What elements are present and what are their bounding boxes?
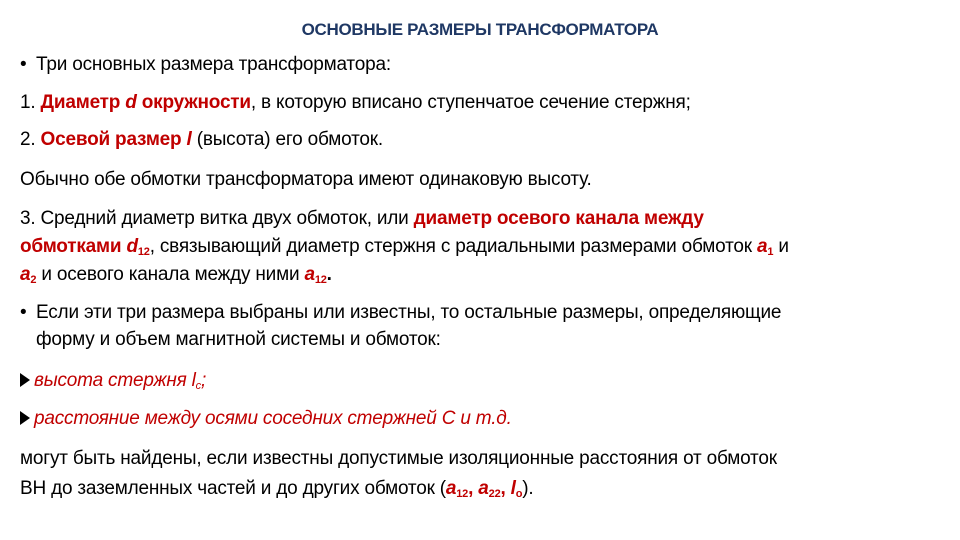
item-mean-diameter-line1: 3. Средний диаметр витка двух обмоток, или диаметр осевого канала между <box>20 208 704 229</box>
item-mean-diameter-line2: обмотками $d_{12}$, связывающий диаметр стержня с радиальными размерами обмоток $a_1$ и <box>20 236 789 258</box>
arrow-bullet-icon <box>20 411 30 425</box>
bullet-three-sizes: • Три основных размера трансформатора: <box>20 54 391 75</box>
note-height: Обычно обе обмотки трансформатора имеют одинаковую высоту. <box>20 169 592 190</box>
item-axial-size: 2. Осевой размер l (высота) его обмоток. <box>20 129 383 150</box>
bullet-dot-icon: • <box>20 302 27 323</box>
arrow-item-axis-distance: расстояние между осями соседних стержней С и т.д. <box>20 406 940 431</box>
final-line2: ВН до заземленных частей и до других обмоток ($a_{12}$, $a_{22}$, $l_o$). <box>20 478 534 500</box>
bullet-dot-icon: • <box>20 54 27 75</box>
slide-title: ОСНОВНЫЕ РАЗМЕРЫ ТРАНСФОРМАТОРА <box>301 20 659 39</box>
arrow-bullet-icon <box>20 373 30 387</box>
item-diameter: 1. Диаметр d окружности, в которую вписано ступенчатое сечение стержня; <box>20 92 691 113</box>
final-line1: могут быть найдены, если известны допустимые изоляционные расстояния от обмоток <box>20 448 777 469</box>
item-mean-diameter-line3: $a_2$ и осевого канала между ними $a_{12}$. <box>20 264 332 286</box>
arrow-item-core-height: высота стержня $l_c$; <box>20 368 940 393</box>
bullet-other-sizes-line2: форму и объем магнитной системы и обмоток: <box>36 329 441 350</box>
bullet-other-sizes-line1: • Если эти три размера выбраны или известны, то остальные размеры, определяющие <box>20 302 782 323</box>
